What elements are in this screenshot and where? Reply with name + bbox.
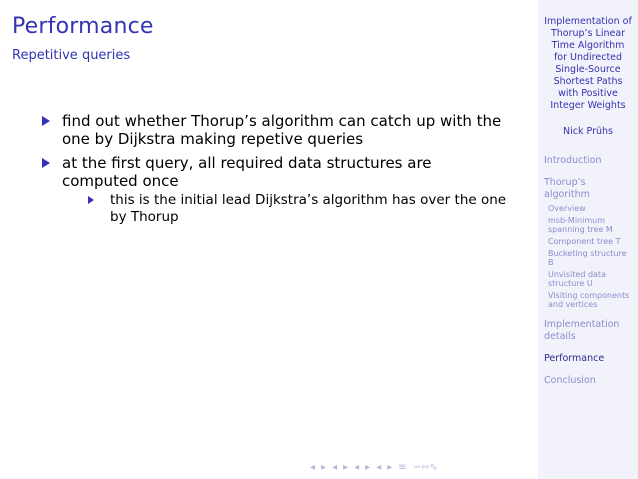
sidebar-subsection-bucketing[interactable]: Bucketing structure B — [548, 249, 627, 267]
sidebar-talk-title[interactable]: Implementation of Thorup’s Linear Time Algorithm for Undirected Single-Source Shortest Paths with Positive Integer Weights — [544, 16, 632, 111]
bullet-item — [40, 112, 510, 148]
sidebar — [538, 0, 638, 479]
sidebar-section-introduction[interactable]: Introduction — [544, 155, 602, 166]
bullet-text: at the first query, all required data structures are computed once — [62, 154, 432, 190]
nav-section-forward-icon[interactable]: ▸ — [387, 461, 393, 473]
sidebar-section-label: Thorup’s algorithm — [544, 177, 590, 200]
sidebar-author[interactable]: Nick Prühs — [563, 126, 613, 137]
beamer-navigation-bar — [310, 460, 438, 474]
nav-subsection-forward-icon[interactable]: ▸ — [365, 461, 371, 473]
sub-bullet-text: this is the initial lead Dijkstra’s algorithm has over the one by Thorup — [110, 192, 507, 225]
frame-title: Performance — [12, 14, 154, 39]
nav-frame-back-icon[interactable]: ◂ — [332, 461, 338, 473]
triangle-bullet-icon — [42, 116, 50, 126]
sidebar-subsection-msb-mst[interactable]: msb-Minimum spanning tree M — [548, 216, 613, 234]
nav-section-back-icon[interactable]: ◂ — [376, 461, 382, 473]
sidebar-subsection-component-tree[interactable]: Component tree T — [548, 237, 621, 246]
small-triangle-bullet-icon — [88, 196, 94, 204]
sidebar-section-implementation[interactable]: Implementation details — [544, 319, 620, 342]
triangle-bullet-icon — [42, 158, 50, 168]
sidebar-subsection-visiting[interactable]: Visiting components and vertices — [548, 291, 630, 309]
bullet-item — [40, 154, 510, 226]
sidebar-navigation — [538, 155, 638, 387]
sidebar-section-conclusion[interactable]: Conclusion — [544, 375, 596, 386]
nav-prev-icon[interactable]: ▸ — [321, 461, 327, 473]
frame-subtitle: Repetitive queries — [12, 48, 131, 63]
bullet-list — [40, 112, 510, 232]
sub-bullet-item — [84, 192, 510, 226]
nav-first-icon[interactable]: ◂ — [310, 461, 316, 473]
nav-center-icon[interactable]: ≡ — [398, 461, 407, 473]
bullet-text: find out whether Thorup’s algorithm can catch up with the one by Dijkstra making repetive queries — [62, 112, 502, 148]
nav-subsection-back-icon[interactable]: ◂ — [354, 461, 360, 473]
sidebar-section-thorups-algorithm[interactable] — [544, 177, 632, 309]
sidebar-subsection-unvisited[interactable]: Unvisited data structure U — [548, 270, 606, 288]
sidebar-subsection-overview[interactable]: Overview — [548, 204, 586, 213]
sidebar-subsection-list — [544, 204, 632, 309]
sidebar-section-performance[interactable]: Performance — [544, 353, 605, 364]
nav-search-icon[interactable]: ∽∾∿ — [412, 461, 438, 473]
nav-frame-forward-icon[interactable]: ▸ — [343, 461, 349, 473]
